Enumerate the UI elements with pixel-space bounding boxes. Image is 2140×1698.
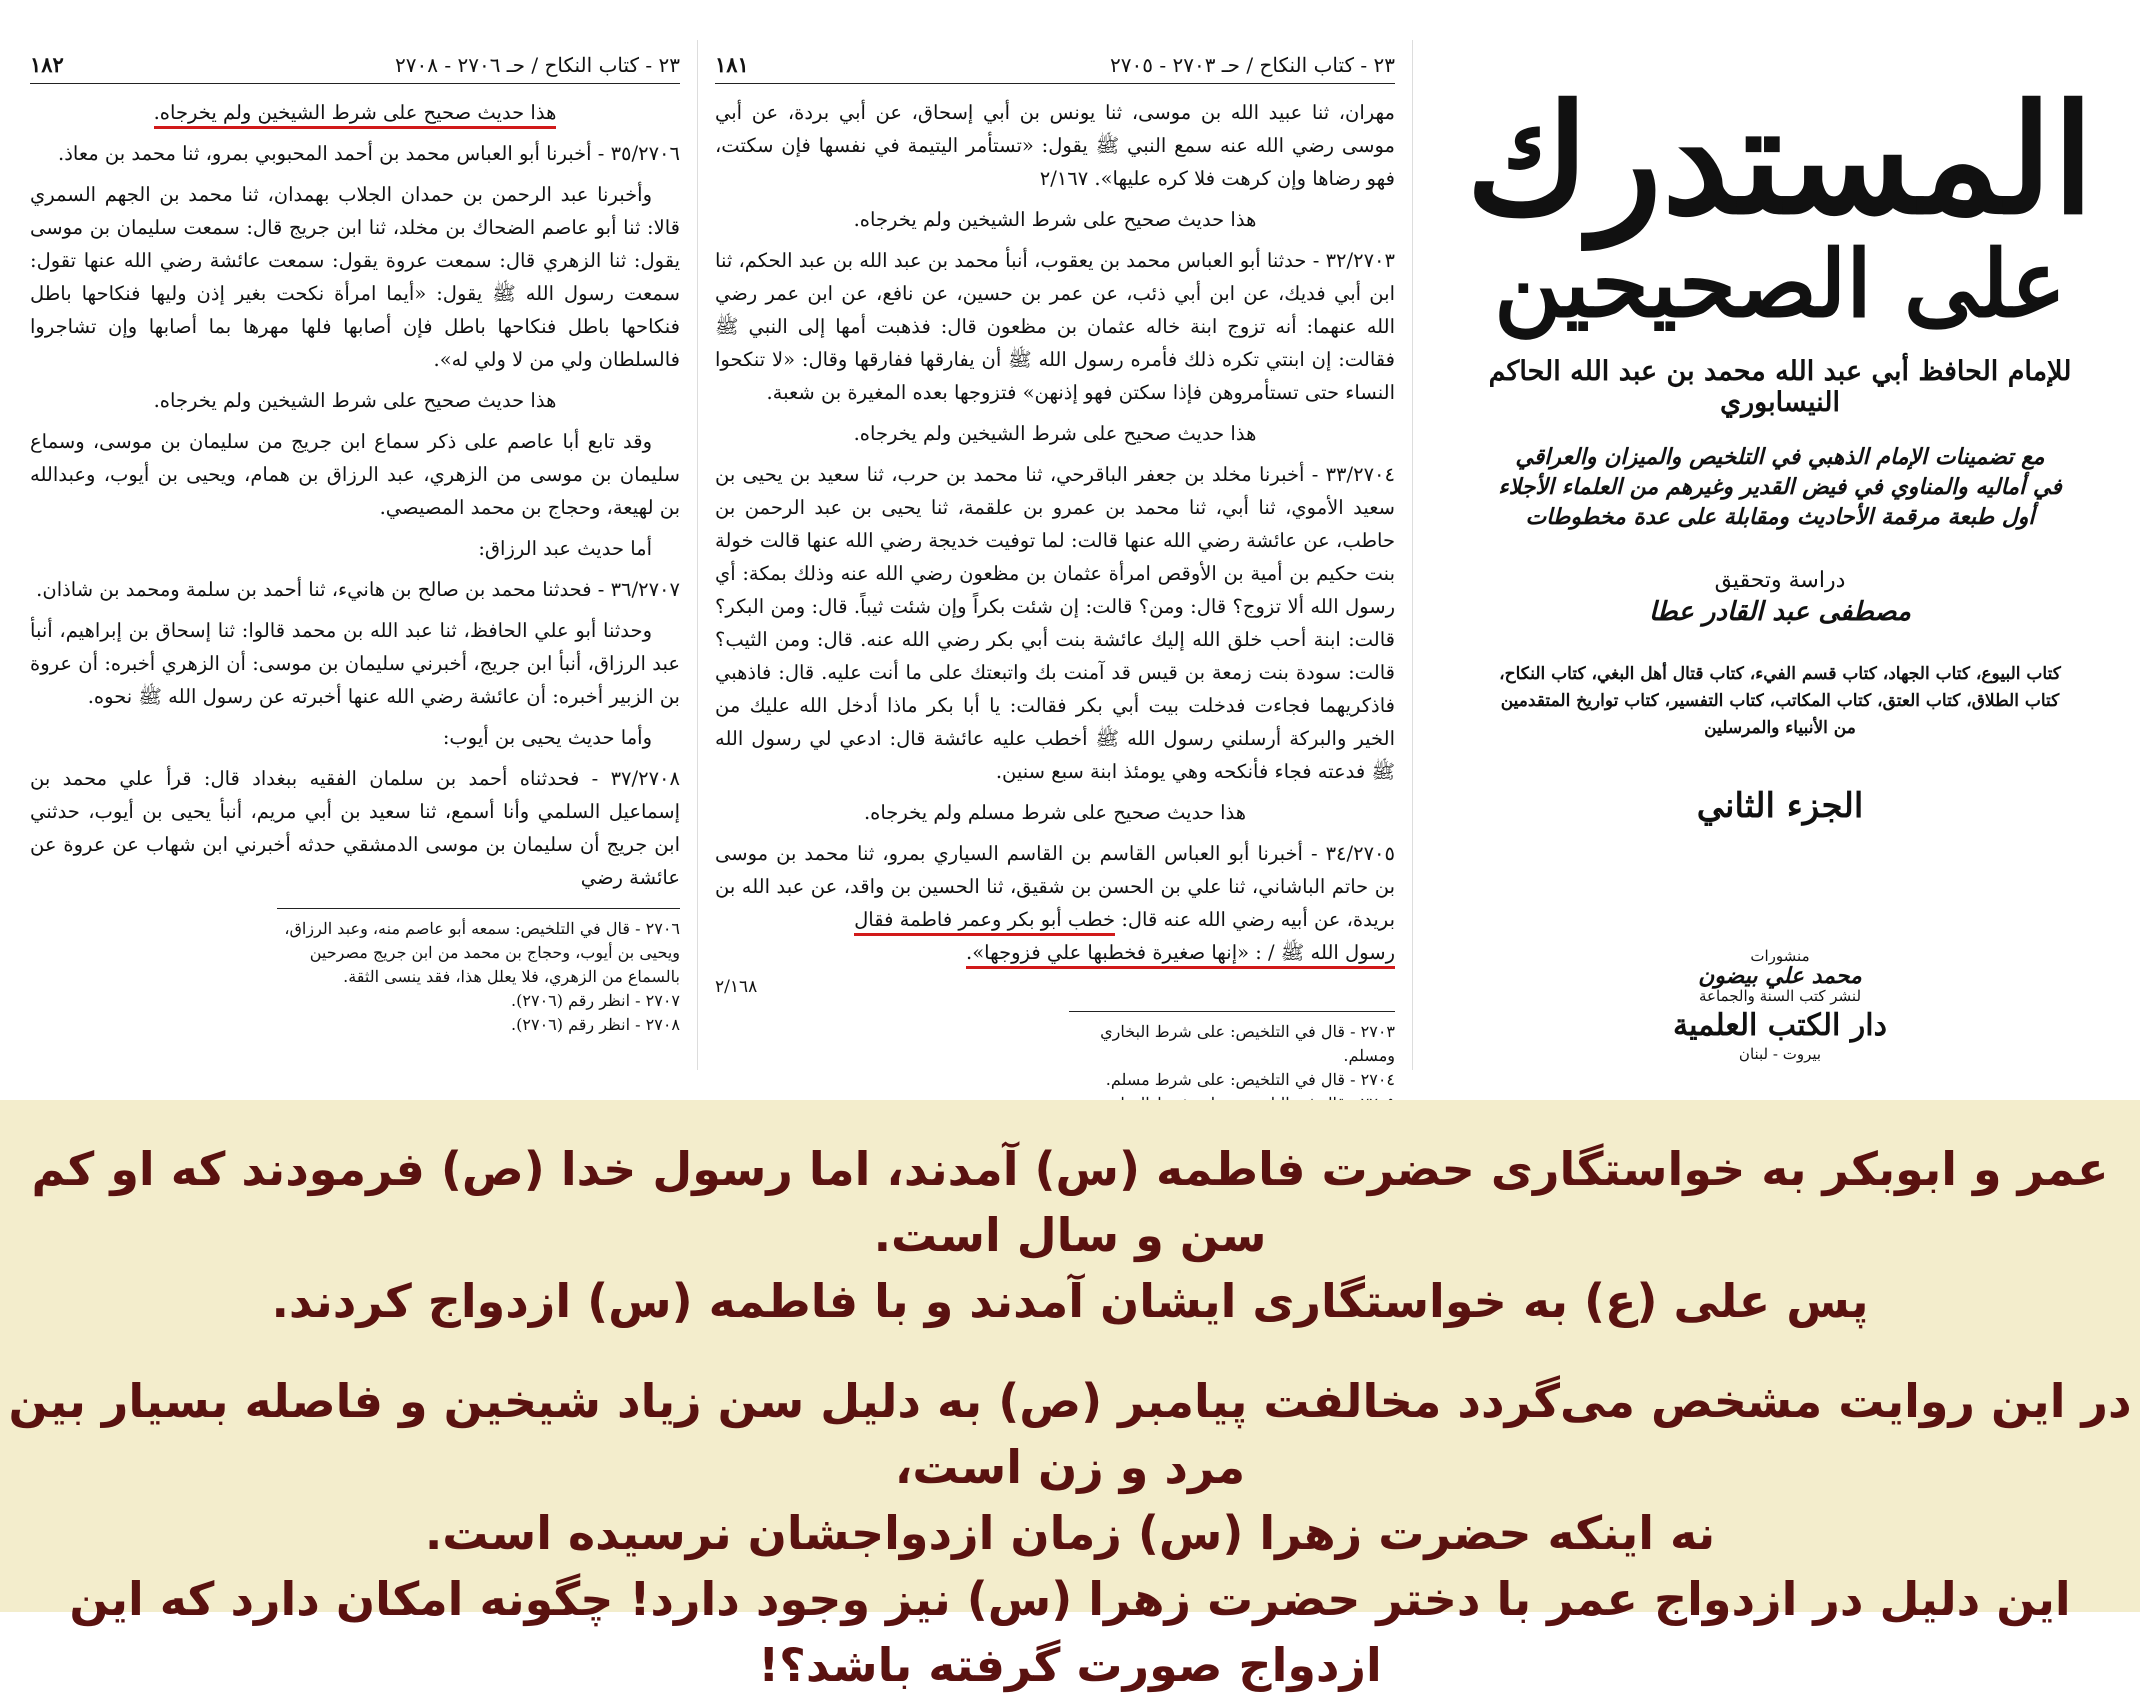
highlight-reply: رسول الله ﷺ / : «إنها صغيرة فخطبها علي فزوجها». bbox=[966, 941, 1395, 969]
verdict: هذا حديث صحيح على شرط الشيخين ولم يخرجاه. bbox=[853, 422, 1257, 445]
page-number: ١٨١ bbox=[715, 52, 749, 77]
page-182 bbox=[30, 0, 680, 1100]
edition-line: في أماليه والمناوي في فيض القدير وغيرهم من العلماء الأجلاء bbox=[1498, 474, 2062, 500]
verdict: هذا حديث صحيح على شرط الشيخين ولم يخرجاه. bbox=[153, 389, 557, 412]
edition-notes bbox=[1430, 442, 2130, 532]
caption-line: در این روایت مشخص می‌گردد مخالفت پیامبر (ص) به دلیل سن زیاد شیخین و فاصله بسیار بین مرد و زن است، bbox=[8, 1374, 2132, 1494]
footnotes bbox=[277, 908, 680, 1037]
header-title: ٢٣ - كتاب النكاح / حـ ٢٧٠٦ - ٢٧٠٨ bbox=[395, 52, 680, 77]
running-header bbox=[30, 52, 680, 84]
volume-contents: كتاب البيوع، كتاب الجهاد، كتاب قسم الفيء، كتاب قتال أهل البغي، كتاب النكاح، كتاب الطلاق، كتاب العتق، كتاب المكاتب، كتاب التفسير، كتاب تواريخ المتقدمين من الأنبياء والمرسلين bbox=[1499, 664, 2061, 738]
hadith-2706-chain: ٣٥/٢٧٠٦ - أخبرنا أبو العباس محمد بن أحمد المحبوبي بمرو، ثنا محمد بن معاذ. bbox=[58, 142, 680, 165]
book-title: المستدرك bbox=[1466, 72, 2094, 248]
publisher-note: منشورات bbox=[1750, 947, 1810, 965]
volume-reference: ٢/١٦٨ bbox=[715, 977, 758, 997]
hadith-2704: ٣٣/٢٧٠٤ - أخبرنا مخلد بن جعفر الباقرحي، ثنا محمد بن حرب، ثنا سعيد بن يحيى بن سعيد الأموي، ثنا أبي، ثنا محمد بن عمرو بن علقمة، ثنا يحيى بن عبد الرحمن بن حاطب، عن عائشة رضي الله عنها قالت: لما توفيت خديجة رضي الله عنها قالت خولة بنت حكيم بن أمية بن الأوقص امرأة عثمان بن مظعون رضي الله عنه وذلك بمكة: أي رسول الله ألا تزوج؟ قال: ومن؟ قالت: إن شئت بكراً وإن شئت ثيباً. قال: ومن البكر؟ قالت: ابنة أحب خلق الله إليك عائشة بنت أبي بكر رضي الله عنه. قال: ومن الثيب؟ قالت: سودة بنت زمعة بن قيس قد آمنت بك واتبعتك على ما أنت عليه. قال: فاذهبي فاذكريهما فجاءت فدخلت بيت أبي بكر فقالت: يا أبا بكر ماذا أدخل الله عليك من الخير والبركة أرسلني رسول الله ﷺ أخطب عليه عائشة قال: ادعي لي رسول الله ﷺ فدعته فجاء فأنكحه وهي يومئذ ابنة سبع سنين. bbox=[715, 463, 1395, 783]
footnote: ٢٧٠٤ - قال في التلخيص: على شرط مسلم. bbox=[1105, 1070, 1395, 1089]
caption-line: عمر و ابوبکر به خواستگاری حضرت فاطمه (س) آمدند، اما رسول خدا (ص) فرمودند که او کم سن و سال است. bbox=[31, 1142, 2109, 1262]
subheading: أما حديث عبد الرزاق: bbox=[478, 537, 652, 560]
footnote: ٢٧٠٦ - قال في التلخيص: سمعه أبو عاصم منه، وعبد الرزاق، ويحيى بن أيوب، وحجاج بن محمد من ابن جريج مصرحين بالسماع من الزهري، فلا يعلل هذا، فقد ينسى الثقة. bbox=[284, 919, 680, 986]
hadith-2707-text: وحدثنا أبو علي الحافظ، ثنا عبد الله بن محمد قالوا: ثنا إسحاق بن إبراهيم، أنبأ عبد الرزاق، أنبأ ابن جريج، أخبرني سليمان بن موسى: أن الزهري أخبره: أن عروة بن الزبير أخبره: أن عائشة رضي الله عنها أخبرته عن رسول الله ﷺ نحوه. bbox=[30, 619, 680, 708]
page-body bbox=[30, 96, 680, 894]
paragraph: وقد تابع أبا عاصم على ذكر سماع ابن جريج من سليمان بن موسى، وسماع سليمان بن موسى من الزهري، عبد الرزاق بن همام، ويحيى بن أيوب، وعبدالله بن لهيعة، وحجاج بن محمد المصيصي. bbox=[30, 430, 680, 519]
hadith-2707-chain: ٣٦/٢٧٠٧ - فحدثنا محمد بن صالح بن هانيء، ثنا أحمد بن سلمة ومحمد بن شاذان. bbox=[36, 578, 680, 601]
publisher-block bbox=[1430, 946, 2130, 1064]
publisher-purpose: لنشر كتب السنة والجماعة bbox=[1698, 987, 1862, 1005]
verdict: هذا حديث صحيح على شرط مسلم ولم يخرجاه. bbox=[863, 801, 1247, 824]
verdict: هذا حديث صحيح على شرط الشيخين ولم يخرجاه. bbox=[853, 208, 1257, 231]
subheading: وأما حديث يحيى بن أيوب: bbox=[442, 726, 652, 749]
hadith-2703: ٣٢/٢٧٠٣ - حدثنا أبو العباس محمد بن يعقوب، أنبأ محمد بن عبد الله بن عبد الحكم، ثنا ابن أبي فديك، عن ابن أبي ذئب، عن عمر بن حسين، عن نافع، عن ابن عمر رضي الله عنهما: أنه تزوج ابنة خاله عثمان بن مظعون قال: فذهبت أمها إلى النبي ﷺ فقالت: إن ابنتي تكره ذلك فأمره رسول الله ﷺ أن يفارقها ففارقها وقال: «لا تنكحوا النساء حتى تستأمروهن فإذا سكتن فهو إذنهن» فتزوجها بعده المغيرة بن شعبة. bbox=[715, 249, 1395, 404]
edition-line: مع تضمينات الإمام الذهبي في التلخيص والميزان والعراقي bbox=[1515, 444, 2045, 470]
caption-line: پس علی (ع) به خواستگاری ایشان آمدند و با فاطمه (س) ازدواج کردند. bbox=[271, 1274, 1869, 1328]
book-author: للإمام الحافظ أبي عبد الله محمد بن عبد الله الحاكم النيسابوري bbox=[1488, 356, 2072, 418]
cover-page bbox=[1430, 0, 2130, 1100]
hadith-2708-text: ٣٧/٢٧٠٨ - فحدثناه أحمد بن سلمان الفقيه ببغداد قال: قرأ علي محمد بن إسماعيل السلمي وأنا أسمع، ثنا سعيد بن أبي مريم، أنبأ يحيى بن أيوب، حدثني ابن جريج أن سليمان بن موسى الدمشقي حدثه أخبرني ابن شهاب عن عروة عن عائشة رضي bbox=[30, 767, 680, 889]
page-181 bbox=[715, 0, 1395, 1100]
study-label: دراسة وتحقيق bbox=[1714, 568, 1846, 593]
running-header bbox=[715, 52, 1395, 84]
footnote: ٢٧٠٨ - انظر رقم (٢٧٠٦). bbox=[511, 1015, 680, 1034]
hadith-continuation: مهران، ثنا عبيد الله بن موسى، ثنا يونس بن أبي إسحاق، عن أبي بردة، عن أبي موسى رضي الله عنه سمع النبي ﷺ يقول: «تستأمر اليتيمة في نفسها فإن سكتت، فهو رضاها وإن كرهت فلا كره عليها». ٢/١٦٧ bbox=[715, 101, 1395, 190]
hadith-2706-text: وأخبرنا عبد الرحمن بن حمدان الجلاب بهمدان، ثنا محمد بن الجهم السمري قالا: ثنا أبو عاصم الضحاك بن مخلد، ثنا ابن جريج قال: سمعت سليمان بن موسى يقول: ثنا الزهري قال: سمعت عروة يقول: سمعت عائشة رضي الله عنها تقول: سمعت رسول الله ﷺ يقول: «أيما امرأة نكحت بغير إذن وليها فنكاحها باطل فنكاحها باطل فنكاحها باطل فإن أصابها فلها مهرها بما أصابها وإن تشاجروا فالسلطان ولي من لا ولي له». bbox=[30, 183, 680, 371]
edition-line: أول طبعة مرقمة الأحاديث ومقابلة على عدة مخطوطات bbox=[1525, 504, 2035, 530]
page-gutter bbox=[697, 40, 698, 1070]
caption-line: نه اینکه حضرت زهرا (س) زمان ازدواجشان نرسیده است. bbox=[424, 1506, 1716, 1560]
highlight-proposal: خطب أبو بكر وعمر فاطمة فقال bbox=[854, 908, 1115, 936]
hadith-2705 bbox=[715, 837, 1395, 969]
publisher-city: بيروت - لبنان bbox=[1738, 1045, 1822, 1063]
footnote: ٢٧٠٧ - انظر رقم (٢٧٠٦). bbox=[511, 991, 680, 1010]
persian-caption bbox=[0, 1100, 2140, 1692]
page-number: ١٨٢ bbox=[30, 52, 64, 77]
book-subtitle: على الصحيحين bbox=[1494, 230, 2066, 338]
publisher-person: محمد علي بيضون bbox=[1698, 963, 1862, 989]
page-gutter bbox=[1412, 40, 1413, 1070]
caption-line: این دلیل در ازدواج عمر با دختر حضرت زهرا (س) نیز وجود دارد! چگونه امکان دارد که این ازدواج صورت گرفته باشد؟! bbox=[69, 1572, 2071, 1692]
publisher-name: دار الكتب العلمية bbox=[1673, 1008, 1887, 1043]
header-title: ٢٣ - كتاب النكاح / حـ ٢٧٠٣ - ٢٧٠٥ bbox=[1110, 52, 1395, 77]
footnote: ٢٧٠٣ - قال في التلخيص: على شرط البخاري ومسلم. bbox=[1100, 1022, 1395, 1065]
editor-name: مصطفى عبد القادر عطا bbox=[1649, 597, 1911, 627]
page-body bbox=[715, 96, 1395, 969]
hadith-2705-chain: ٣٤/٢٧٠٥ - أخبرنا أبو العباس القاسم بن القاسم السياري بمرو، ثنا محمد بن موسى بن حاتم الباشاني، ثنا علي بن الحسن بن شقيق، ثنا الحسين بن واقد، عن عبد الله بن بريدة، عن أبيه رضي الله عنه قال: bbox=[715, 842, 1395, 931]
volume-part: الجزء الثاني bbox=[1696, 786, 1864, 826]
underlined-verdict: هذا حديث صحيح على شرط الشيخين ولم يخرجاه. bbox=[154, 101, 557, 129]
